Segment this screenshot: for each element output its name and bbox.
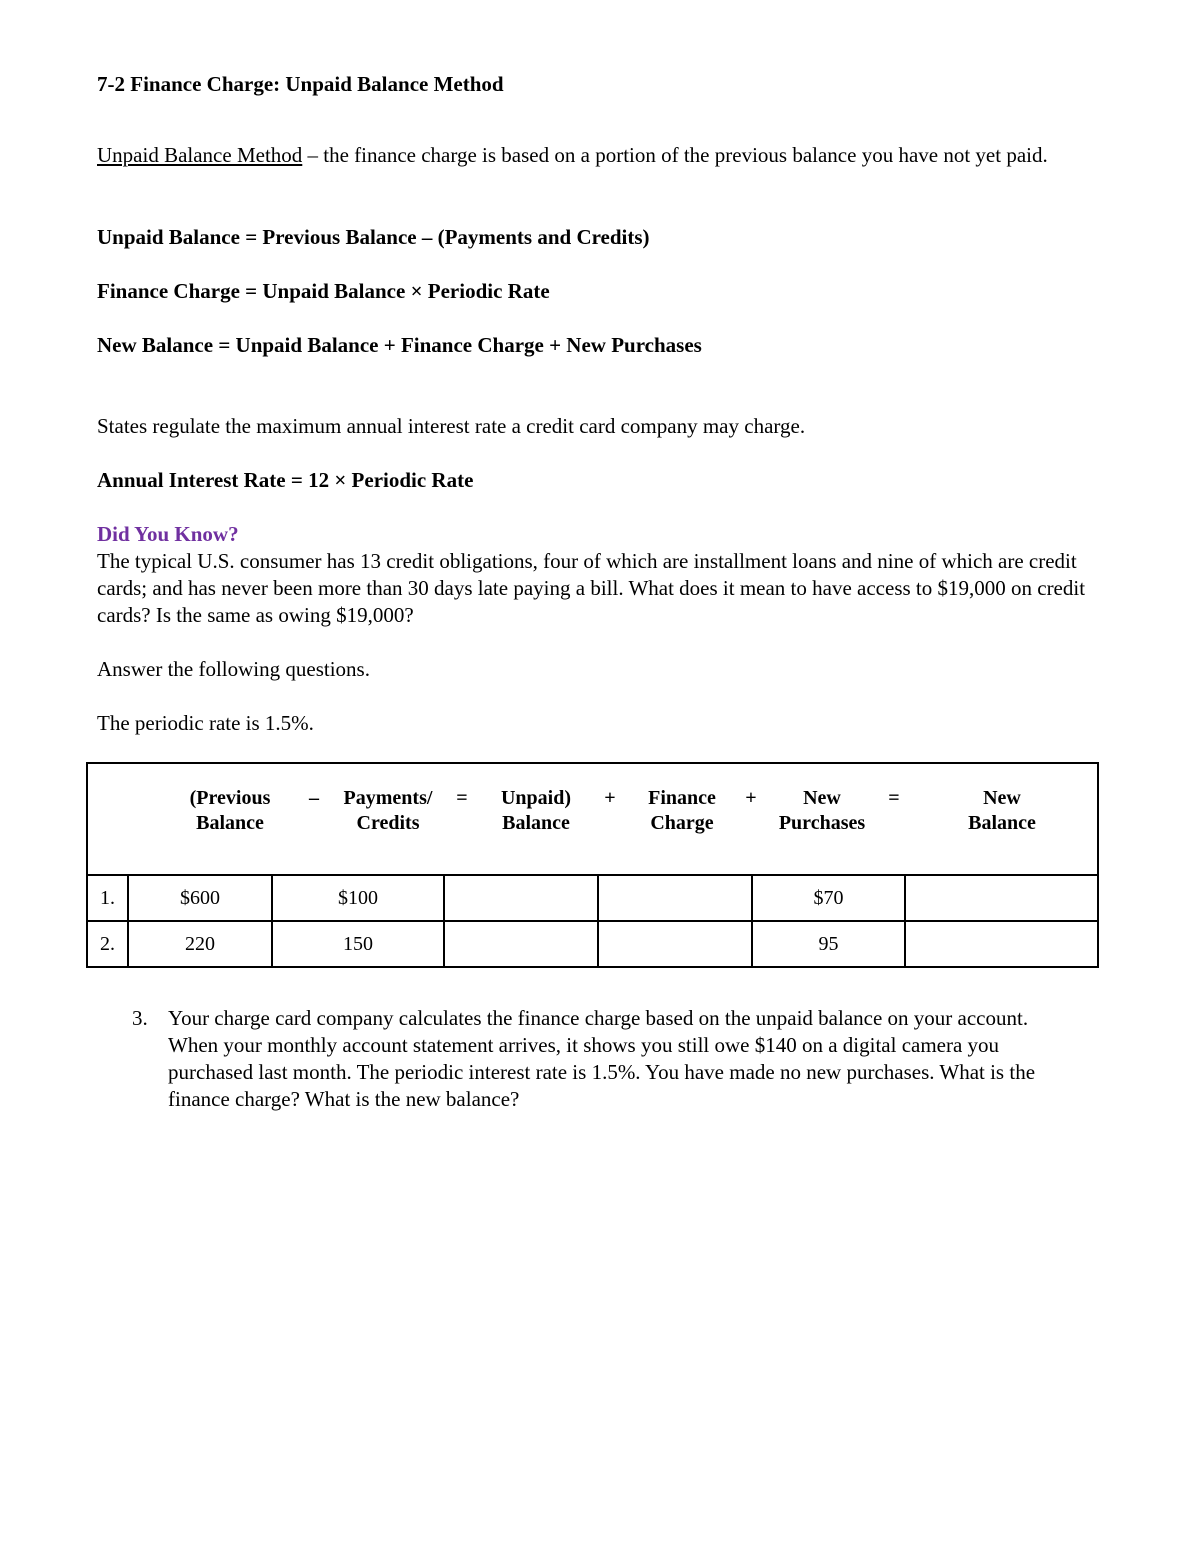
cell-payments-credits: $100	[272, 875, 444, 921]
header-payments-credits: Payments/ Credits	[343, 787, 433, 834]
cell-unpaid-balance[interactable]	[444, 921, 598, 967]
did-you-know-heading: Did You Know?	[97, 522, 239, 546]
cell-finance-charge[interactable]	[598, 921, 752, 967]
header-op-plus-2: +	[745, 787, 757, 809]
formula-annual-rate: Annual Interest Rate = 12 × Periodic Rate	[97, 468, 474, 492]
finance-table	[86, 762, 1099, 968]
cell-new-balance[interactable]	[905, 921, 1098, 967]
cell-previous-balance: 220	[128, 921, 272, 967]
cell-new-purchases: $70	[752, 875, 905, 921]
table-header-row	[87, 763, 1098, 875]
header-new-balance: New Balance	[968, 787, 1036, 834]
definition-paragraph	[97, 142, 1112, 169]
cell-new-balance[interactable]	[905, 875, 1098, 921]
header-op-equals-2: =	[888, 787, 900, 809]
header-new-purchases: New Purchases	[778, 787, 866, 834]
cell-payments-credits: 150	[272, 921, 444, 967]
cell-finance-charge[interactable]	[598, 875, 752, 921]
did-you-know-text: The typical U.S. consumer has 13 credit obligations, four of which are installment loans and nine of which are credit cards; and has never been more than 30 days late paying a bill. What does it mean to have access to $19,000 on credit cards? Is the same as owing $19,000?	[97, 549, 1086, 627]
formula-finance-charge: Finance Charge = Unpaid Balance × Periodic Rate	[97, 279, 550, 303]
cell-previous-balance: $600	[128, 875, 272, 921]
header-unpaid-balance: Unpaid) Balance	[500, 787, 572, 834]
table-header-cell	[87, 763, 1098, 875]
row-number: 2.	[87, 921, 128, 967]
cell-unpaid-balance[interactable]	[444, 875, 598, 921]
definition-text: – the finance charge is based on a portion of the previous balance you have not yet paid.	[302, 143, 1048, 167]
definition-term: Unpaid Balance Method	[97, 143, 303, 167]
header-op-plus: +	[604, 787, 616, 809]
question-3-text: Your charge card company calculates the finance charge based on the unpaid balance on your account. When your monthly account statement arrives, it shows you still owe $140 on a digital camera you purchased last month. The periodic interest rate is 1.5%. You have made no new purchases. What is the finance charge? What is the new balance?	[168, 1006, 1036, 1111]
formula-unpaid-balance: Unpaid Balance = Previous Balance – (Payments and Credits)	[97, 225, 650, 249]
header-previous-balance: (Previous Balance	[189, 787, 271, 834]
header-op-minus: –	[309, 787, 319, 809]
table-row	[87, 921, 1098, 967]
states-regulate-text: States regulate the maximum annual interest rate a credit card company may charge.	[97, 414, 806, 438]
row-number: 1.	[87, 875, 128, 921]
header-op-equals: =	[456, 787, 468, 809]
instructions: Answer the following questions.	[97, 657, 370, 681]
header-finance-charge: Finance Charge	[648, 787, 716, 834]
periodic-rate-note: The periodic rate is 1.5%.	[97, 711, 314, 735]
page-title: 7-2 Finance Charge: Unpaid Balance Method	[97, 72, 504, 96]
cell-new-purchases: 95	[752, 921, 905, 967]
question-3-number: 3.	[132, 1006, 148, 1030]
table-row	[87, 875, 1098, 921]
formula-new-balance: New Balance = Unpaid Balance + Finance Charge + New Purchases	[97, 333, 702, 357]
